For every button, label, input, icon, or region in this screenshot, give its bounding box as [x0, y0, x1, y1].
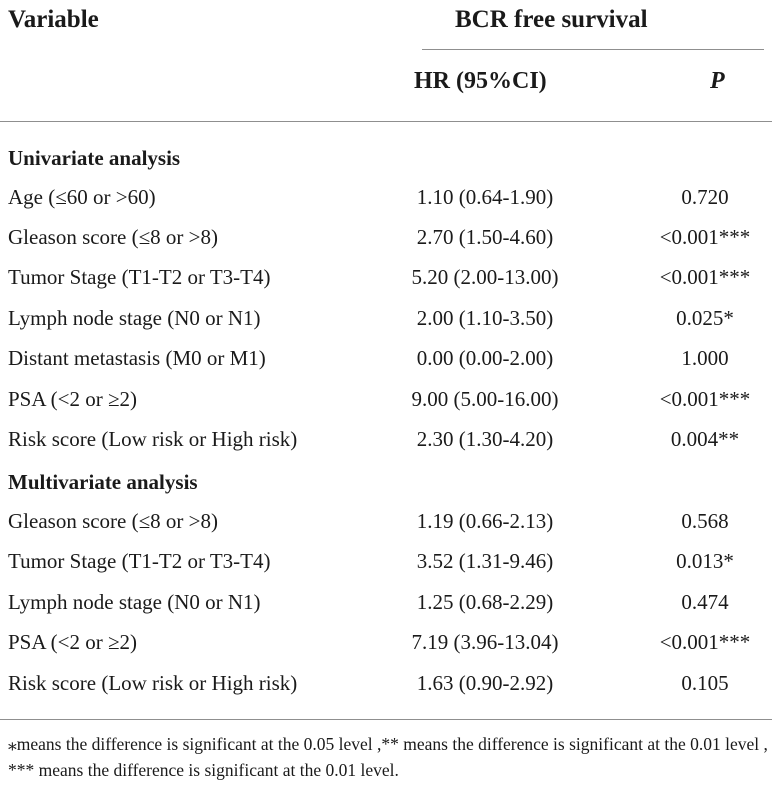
table-row: [0, 541, 772, 581]
hr-cell: 2.00 (1.10-3.50): [416, 306, 554, 330]
variable-cell: Tumor Stage (T1-T2 or T3-T4): [8, 265, 271, 289]
hr-cell: 3.52 (1.31-9.46): [416, 549, 554, 573]
p-cell: 0.474: [681, 590, 729, 614]
variable-cell: Tumor Stage (T1-T2 or T3-T4): [8, 549, 271, 573]
column-group-header-bcr: BCR free survival: [455, 6, 648, 33]
section-title-univariate: Univariate analysis: [8, 146, 181, 170]
section-title-multivariate: Multivariate analysis: [8, 470, 198, 494]
table-row: [0, 419, 772, 459]
p-cell: 0.013*: [676, 549, 734, 573]
variable-cell: Risk score (Low risk or High risk): [8, 427, 298, 451]
hr-cell: 1.19 (0.66-2.13): [416, 509, 554, 533]
p-cell: 0.720: [681, 185, 729, 209]
table-row: [0, 663, 772, 703]
hr-cell: 7.19 (3.96-13.04): [411, 630, 559, 654]
bottom-rule: [0, 719, 772, 720]
hr-cell: 9.00 (5.00-16.00): [411, 387, 559, 411]
p-cell: 0.105: [681, 671, 729, 695]
hr-cell: 1.25 (0.68-2.29): [416, 590, 554, 614]
hr-cell: 5.20 (2.00-13.00): [411, 265, 559, 289]
column-header-hr: HR (95%CI): [414, 68, 547, 94]
variable-cell: Lymph node stage (N0 or N1): [8, 306, 261, 330]
variable-cell: Risk score (Low risk or High risk): [8, 671, 298, 695]
hr-cell: 1.63 (0.90-2.92): [416, 671, 554, 695]
variable-cell: Age (≤60 or >60): [8, 185, 156, 209]
hr-cell: 2.30 (1.30-4.20): [416, 427, 554, 451]
header-rule: [0, 121, 772, 122]
table-footnote: ⁎means the difference is significant at the 0.05 level ,** means the difference is significant at the 0.01 level , *** means the difference is significant at the 0.01 level.: [8, 734, 768, 780]
column-header-variable: Variable: [8, 6, 99, 33]
column-header-p: P: [710, 68, 725, 94]
p-cell: 0.568: [681, 509, 729, 533]
table-row: [0, 298, 772, 338]
table-row: [0, 582, 772, 622]
variable-cell: Lymph node stage (N0 or N1): [8, 590, 261, 614]
table-row: [0, 338, 772, 378]
table-row: [0, 177, 772, 217]
variable-cell: PSA (<2 or ≥2): [8, 387, 137, 411]
hr-cell: 0.00 (0.00-2.00): [416, 346, 554, 370]
group-underline: [422, 49, 764, 50]
variable-cell: Gleason score (≤8 or >8): [8, 225, 218, 249]
p-cell: 1.000: [681, 346, 729, 370]
p-cell: <0.001***: [659, 387, 751, 411]
table-row: [0, 501, 772, 541]
variable-cell: Gleason score (≤8 or >8): [8, 509, 218, 533]
variable-cell: Distant metastasis (M0 or M1): [8, 346, 266, 370]
p-cell: <0.001***: [659, 225, 751, 249]
table-row: [0, 622, 772, 662]
hr-cell: 2.70 (1.50-4.60): [416, 225, 554, 249]
p-cell: 0.025*: [676, 306, 734, 330]
hr-cell: 1.10 (0.64-1.90): [416, 185, 554, 209]
p-cell: 0.004**: [670, 427, 740, 451]
table-row: [0, 217, 772, 257]
p-cell: <0.001***: [659, 265, 751, 289]
p-cell: <0.001***: [659, 630, 751, 654]
table-row: [0, 379, 772, 419]
table-row: [0, 257, 772, 297]
variable-cell: PSA (<2 or ≥2): [8, 630, 137, 654]
